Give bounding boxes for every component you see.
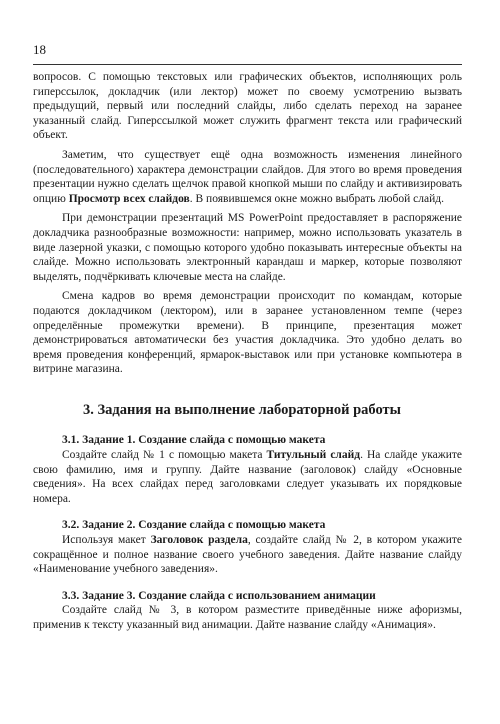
- task-text: Создайте слайд № 1 с помощью макета: [62, 449, 267, 462]
- layout-name-bold: Титульный слайд: [266, 449, 361, 462]
- task-1-heading: 3.1. Задание 1. Создание слайда с помощью макета: [62, 434, 326, 447]
- section-heading: 3. Задания на выполнение лабораторной работы: [83, 401, 401, 418]
- layout-name-bold: Заголовок раздела: [150, 534, 248, 547]
- task-1-text: [33, 448, 462, 506]
- task-2-text: [33, 533, 462, 577]
- paragraph-hyperlinks: вопросов. С помощью текстовых или графических объектов, исполняющих роль гиперссылок, докладчик (или лектор) может по своему усмотрению вызвать предыдущий, первый или последний слайды, либо сделать переход на заранее указанный слайд. Гиперссылкой может служить фрагмент текста или графический объект.: [33, 71, 462, 142]
- task-text: , создайте слайд № 2, в котором укажите сокращённое и полное название своего учебного заведения. Дайте название слайду «Наименование учебного заведения».: [33, 534, 462, 576]
- option-name-bold: Просмотр всех слайдов: [68, 192, 190, 205]
- paragraph-text: Заметим, что существует ещё одна возможность изменения линейного (последовательного) характера демонстрации слайдов. Для этого во время проведения презентации нужно сделать щелчок правой кнопкой мыши по слайду и активизировать опцию: [33, 148, 462, 205]
- paragraph-presenter-tools: При демонстрации презентаций MS PowerPoint предоставляет в распоряжение докладчика разнообразные возможности: например, можно использовать указатель в виде лазерной указки, с помощью которого удобно показывать интересные объекты на слайде. Можно использовать электронный карандаш и маркер, которые позволяют выделять, подчёркивать ключевые места на слайде.: [33, 212, 462, 283]
- page-number: 18: [33, 42, 46, 57]
- header-rule: [33, 64, 462, 65]
- paragraph-slide-change: Смена кадров во время демонстрации происходит по командам, которые подаются докладчиком (лектором), или в заранее установленном темпе (через определённые промежутки времени). В принципе, презентация может демонстрироваться автоматически без участия докладчика. Это удобно делать во время проведения конференций, ярмарок-выставок или при установке компьютера в витрине магазина.: [33, 290, 462, 376]
- task-2-heading: 3.2. Задание 2. Создание слайда с помощью макета: [62, 519, 326, 532]
- task-3-heading: 3.3. Задание 3. Создание слайда с использованием анимации: [62, 589, 376, 602]
- page-content: [33, 70, 462, 633]
- task-text: Используя макет: [62, 534, 151, 547]
- paragraph-view-all-slides: [33, 148, 462, 206]
- paragraph-text: . В появившемся окне можно выбрать любой слайд.: [189, 192, 444, 205]
- task-text: . На слайде укажите свою фамилию, имя и группу. Дайте название (заголовок) слайду «Основные сведения». На всех слайдах перед заголовками следует указывать их порядковые номера.: [33, 449, 463, 505]
- task-3-text: Создайте слайд № 3, в котором разместите приведённые ниже афоризмы, применив к тексту указанный вид анимации. Дайте название слайду «Анимация».: [33, 604, 462, 631]
